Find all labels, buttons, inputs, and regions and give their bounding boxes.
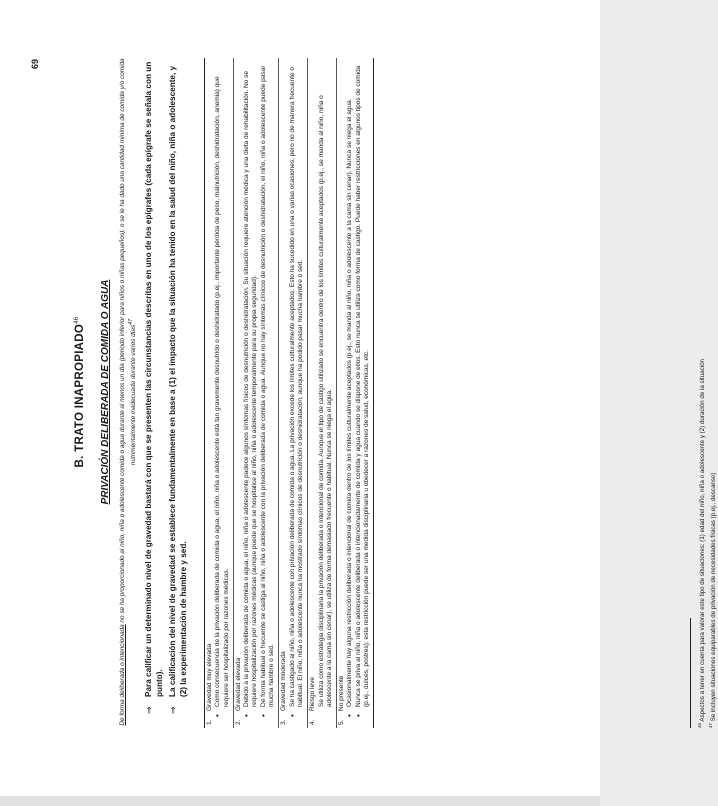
level-number: 1.	[206, 719, 213, 725]
footnote-ref: 47	[708, 722, 714, 728]
arrow-icon: ⇒	[144, 706, 154, 714]
footnotes	[696, 58, 718, 728]
level-number: 2.	[234, 719, 242, 725]
bullet-item: • Ocasionalmente hay alguna restricción deliberada o intencional de comida dentro de los límites culturalmente aceptados (p.ej., se manda al niño, niña o adolescente a la cama sin cenar). Nunca se niega el agua.	[346, 61, 354, 707]
footnote-47	[707, 58, 718, 728]
bullet-item: • Como consecuencia de la privación deliberada de comida o agua, el niño, niña o adolescente está tan gravemente desnutrido o deshidratado (p.ej., importante pérdida de peso, malnutrición, deshidratación, anemia) que requiere ser hospitalizado por razones médicas.	[214, 61, 231, 707]
severity-row-2	[234, 58, 279, 728]
level-number: 4.	[309, 719, 317, 725]
page-number: 69	[30, 58, 40, 69]
level-bullets	[289, 61, 306, 725]
footnote-divider	[690, 618, 691, 728]
definition-label: De forma deliberada o intencionada	[119, 624, 126, 726]
bullet-item: • Nunca se priva al niño, niña o adolescente deliberada o intencionadamente de comida y agua cuando se dispone de ellos. Esto nunca se utiliza como forma de castigo. Puede haber restricciones en algunos tipos de comida (p.ej., dulces, postres); esta restricción puede ser una medida disciplinaria u obedecer a razones de salud, económicas, etc.	[355, 61, 372, 707]
level-title: Gravedad elevada	[234, 657, 242, 711]
page-bottom-strip	[0, 796, 600, 806]
level-bullets	[346, 61, 371, 725]
bullet-item: • Se ha castigado al niño, niña o adolescente con privación deliberada de comida o agua. La privación excede los límites culturalmente aceptados. Esto ha sucedido en una o varias ocasiones, pero no de manera frecuente o habitual. El niño, niña o adolescente nunca ha mostrado síntomas clínicos de desnutrición o deshidratación, aunque ha podido pasar mucha hambre o sed.	[289, 61, 306, 707]
footnote-ref: 46	[697, 722, 702, 728]
severity-row-5	[337, 58, 373, 728]
level-title: Riesgo leve	[309, 677, 317, 711]
instruction-text: La calificación del nivel de gravedad se establece fundamentalmente en base a (1) el impacto que la situación ha tenido en la salud del niño, niña o adolescente, y (2) la experimentación de hambre y sed.	[168, 65, 188, 697]
level-title: No presente	[338, 675, 346, 711]
instruction-1	[144, 57, 165, 714]
definition-footnote-ref: 47	[128, 318, 134, 325]
severity-table	[204, 58, 374, 728]
instruction-2	[168, 57, 189, 714]
footnote-text: Se incluyen situaciones equiparables de privación de necesidades físicas (p.ej., descanso)	[710, 472, 718, 722]
instruction-text: Para calificar un determinado nivel de gravedad bastará con que se presenten las circunstancias descritas en uno de los epígrafes (cada epígrafe se señala con un punto).	[144, 61, 164, 697]
level-title: Gravedad moderada	[280, 651, 288, 711]
rotated-page-content	[22, 27, 718, 757]
level-number: 5.	[338, 719, 346, 725]
section-title	[74, 27, 86, 757]
level-bullets	[243, 61, 276, 725]
severity-row-1	[205, 58, 234, 728]
level-number: 3.	[280, 719, 288, 725]
subsection-title: PRIVACIÓN DELIBERADA DE COMIDA O AGUA	[100, 279, 111, 505]
level-title: Gravedad muy elevada	[206, 643, 213, 711]
severity-row-4	[308, 58, 337, 728]
definition-paragraph	[119, 57, 138, 727]
definition-text: no se ha proporcionado al niño, niña o adolescente comida o agua durante al menos un día (periodo inferior para niños o niñas pequeños), o se le ha dado una cantidad mínima de comida y/o comida nutrimentalmente inadecuada durante varios días	[119, 58, 138, 625]
arrow-icon: ⇒	[168, 706, 178, 714]
bullet-item: • Debido a la privación deliberada de comida o agua, el niño, niña o adolescente padece algunos síntomas físicos de desnutrición o deshidratación. Su situación requiere atención médica y una dieta de rehabilitación. No se requiere hospitalización por razones médicas (aunque puede que se hospitalice al niño, niña o adolescente temporalmente para su propia seguridad).	[243, 61, 260, 707]
bullet-item: • De forma habitual o frecuente se castiga al niño, niña o adolescente con la privación deliberada de comida o agua. Aunque no hay síntomas clínicos de desnutrición o deshidratación, el niño, niña o adolescente puede pasar mucha hambre o sed.	[260, 61, 277, 707]
level-description: Se utiliza como estrategia disciplinaria la privación deliberada o intencional de comida. Aunque el tipo de castigo utilizado se encuentra dentro de los límites culturalmente aceptados (p.ej., se manda al niño, niña o adolescente a la cama sin cenar), se utiliza de forma demasiado frecuente o habitual. Nunca se niega el agua.	[317, 95, 333, 707]
section-title-footnote-ref: 46	[74, 316, 81, 324]
section-title-text: B. TRATO INAPROPIADO	[74, 323, 86, 468]
footnote-text: Aspectos a tener en cuenta para valorar este tipo de situaciones: (1) edad del niño, niña o adolescente y (2) duración de la situación	[699, 359, 707, 722]
severity-row-3	[279, 58, 308, 728]
level-bullets	[214, 61, 231, 725]
footnote-46	[696, 58, 707, 728]
